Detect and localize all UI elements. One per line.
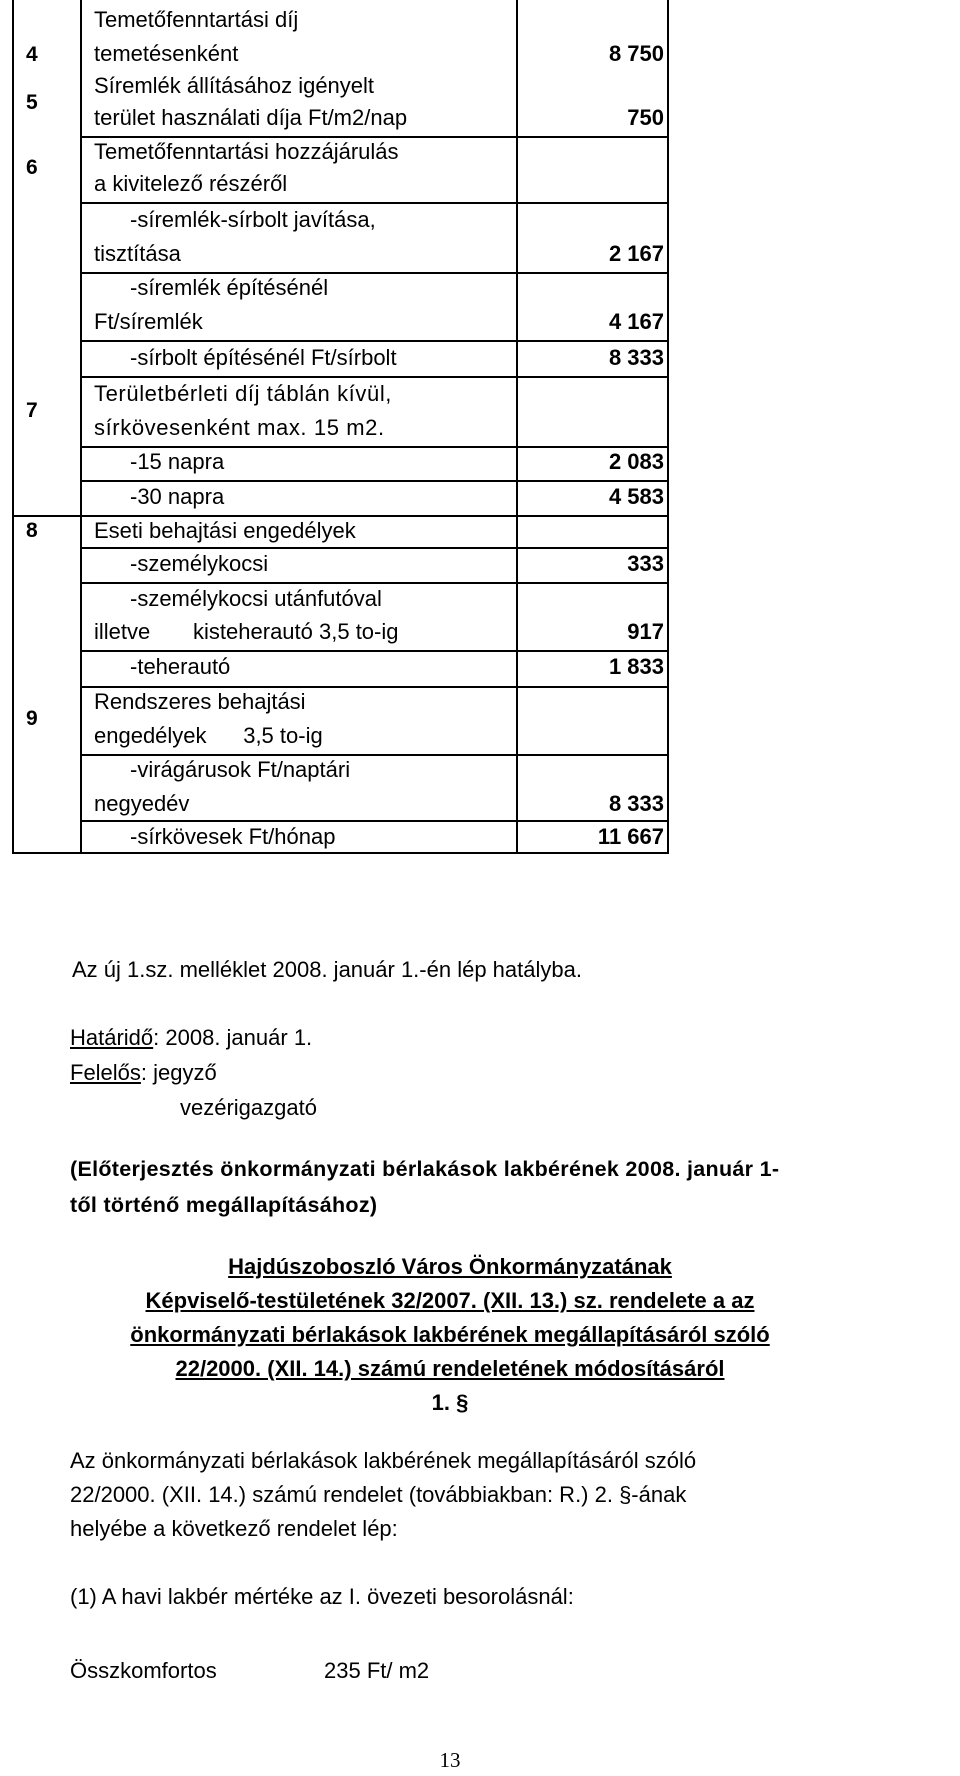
responsible-label: Felelős bbox=[70, 1060, 141, 1085]
row-description: -síremlék építésénél bbox=[130, 275, 329, 300]
row-number: 4 bbox=[26, 43, 38, 66]
body-line-2: 22/2000. (XII. 14.) számú rendelet (továbbiakban: R.) 2. §-ának bbox=[70, 1482, 687, 1507]
deadline-value: : 2008. január 1. bbox=[153, 1025, 313, 1050]
section-heading: 1. § bbox=[431, 1390, 469, 1415]
row-number: 5 bbox=[26, 91, 38, 114]
row-description: terület használati díja Ft/m2/nap bbox=[94, 105, 408, 130]
row-description: -személykocsi utánfutóval bbox=[130, 586, 382, 611]
title-line-4-text: 22/2000. (XII. 14.) számú rendeletének módosításáról bbox=[175, 1356, 725, 1381]
row-value: 4 167 bbox=[608, 309, 664, 334]
row-description: -sírbolt építésénél Ft/sírbolt bbox=[130, 345, 397, 370]
row-description: Ft/síremlék bbox=[94, 309, 203, 334]
title-line-1 bbox=[0, 1252, 930, 1282]
body-line-1: Az önkormányzati bérlakások lakbérének megállapításáról szóló bbox=[70, 1448, 697, 1473]
row-description: -síremlék-sírbolt javítása, bbox=[130, 207, 376, 232]
table-border-right bbox=[667, 0, 669, 854]
row-description: -személykocsi bbox=[130, 551, 269, 576]
row-value: 1 833 bbox=[608, 654, 664, 679]
row-number: 7 bbox=[26, 399, 38, 422]
title-line-3 bbox=[0, 1320, 930, 1350]
row-description: engedélyek 3,5 to-ig bbox=[94, 723, 323, 748]
row-description: Rendszeres behajtási bbox=[94, 689, 306, 714]
row-value: 11 667 bbox=[597, 824, 664, 849]
deadline-line bbox=[70, 1023, 312, 1053]
effective-date-text: Az új 1.sz. melléklet 2008. január 1.-én lép hatályba. bbox=[72, 957, 582, 982]
title-line-3-text: önkormányzati bérlakások lakbérének megállapításáról szóló bbox=[130, 1322, 770, 1347]
body-line-3: helyébe a következő rendelet lép: bbox=[70, 1516, 398, 1541]
row-description: Eseti behajtási engedélyek bbox=[94, 518, 356, 543]
comfort-value: 235 Ft/ m2 bbox=[324, 1658, 430, 1683]
row-value: 4 583 bbox=[608, 484, 664, 509]
row-description: Síremlék állításához igényelt bbox=[94, 73, 375, 98]
proposal-line-1: (Előterjesztés önkormányzati bérlakások lakbérének 2008. január 1- bbox=[70, 1157, 780, 1181]
fee-table bbox=[12, 0, 668, 854]
proposal-line-2: től történő megállapításához) bbox=[70, 1193, 378, 1217]
title-line-4 bbox=[0, 1354, 930, 1384]
row-description: -30 napra bbox=[130, 484, 225, 509]
item-1: (1) A havi lakbér mértéke az I. övezeti besorolásnál: bbox=[70, 1584, 574, 1609]
title-line-2-text: Képviselő-testületének 32/2007. (XII. 13.) sz. rendelete a az bbox=[145, 1288, 755, 1313]
row-description: tisztítása bbox=[94, 241, 181, 266]
responsible-value: : jegyző bbox=[140, 1060, 217, 1085]
row-number: 9 bbox=[26, 707, 38, 730]
responsible-line bbox=[70, 1058, 217, 1088]
row-description: -15 napra bbox=[130, 449, 225, 474]
table-divider-num bbox=[80, 0, 82, 854]
deadline-label: Határidő bbox=[70, 1025, 154, 1050]
row-value: 2 167 bbox=[608, 241, 664, 266]
row-value: 8 750 bbox=[608, 41, 664, 66]
row-description: negyedév bbox=[94, 791, 190, 816]
table-border-left bbox=[12, 0, 14, 854]
row-description: Temetőfenntartási hozzájárulás bbox=[94, 139, 399, 164]
row-description: Temetőfenntartási díj bbox=[94, 7, 299, 32]
title-line-2 bbox=[0, 1286, 930, 1316]
row-description: illetve kisteherautó 3,5 to-ig bbox=[94, 619, 399, 644]
row-value: 8 333 bbox=[608, 345, 664, 370]
row-value: 750 bbox=[627, 105, 664, 130]
title-line-1-text: Hajdúszoboszló Város Önkormányzatának bbox=[228, 1254, 672, 1279]
row-value: 917 bbox=[627, 619, 664, 644]
row-description: sírkövesenként max. 15 m2. bbox=[94, 415, 385, 440]
row-description: -virágárusok Ft/naptári bbox=[130, 757, 351, 782]
row-description: a kivitelező részéről bbox=[94, 171, 288, 196]
comfort-label: Összkomfortos bbox=[70, 1658, 217, 1683]
row-description: temetésenként bbox=[94, 41, 239, 66]
page-number: 13 bbox=[439, 1748, 461, 1772]
row-number: 6 bbox=[26, 156, 38, 179]
row-value: 8 333 bbox=[608, 791, 664, 816]
row-description: Területbérleti díj táblán kívül, bbox=[94, 381, 393, 406]
row-description: -teherautó bbox=[130, 654, 231, 679]
responsible-value-2: vezérigazgató bbox=[180, 1095, 317, 1120]
row-number: 8 bbox=[26, 519, 38, 542]
row-description: -sírkövesek Ft/hónap bbox=[130, 824, 336, 849]
row-value: 2 083 bbox=[608, 449, 664, 474]
row-value: 333 bbox=[627, 551, 664, 576]
